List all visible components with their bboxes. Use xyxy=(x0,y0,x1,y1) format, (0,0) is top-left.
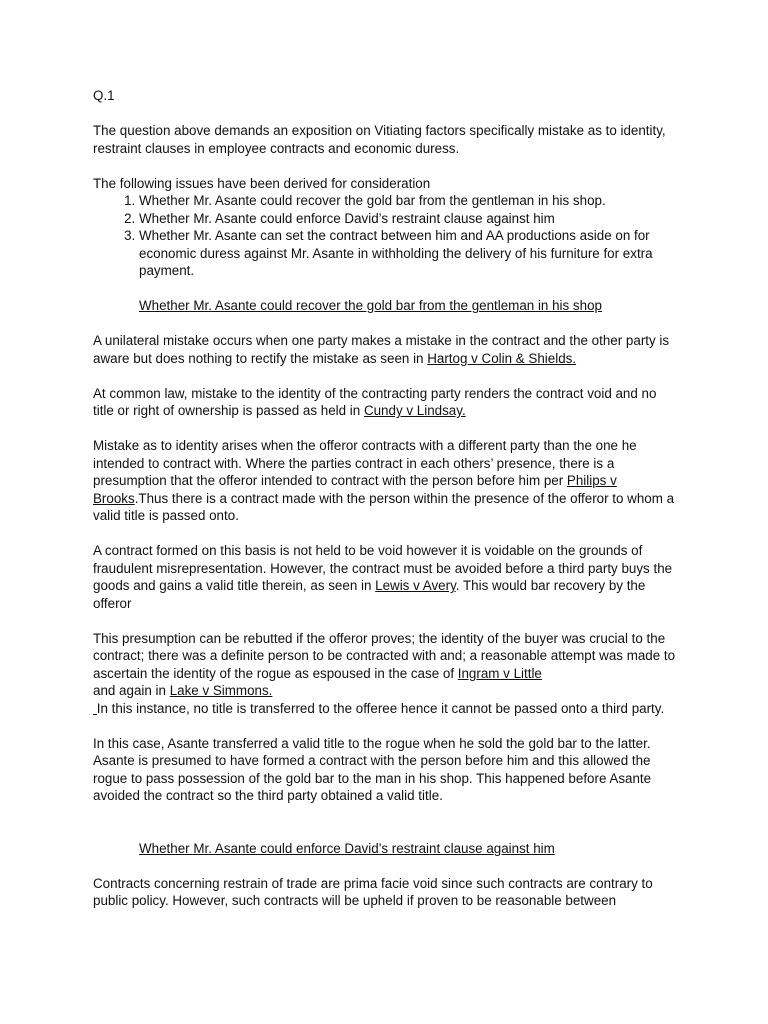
case-citation: Hartog v Colin & Shields. xyxy=(427,350,577,366)
paragraph-application: In this case, Asante transferred a valid title to the rogue when he sold the gold bar to the latter. Asante is presumed to have formed a contract with the person before him and this allowed the rogue to pass possession of the gold bar to the man in his shop. This happened before Asante avoided the contract so the third party obtained a valid title. xyxy=(93,735,652,803)
case-citation: Ingram v Little xyxy=(457,665,542,681)
section-heading-restraint: Whether Mr. Asante could enforce David’s restraint clause against him xyxy=(139,840,555,856)
issues-list xyxy=(93,192,678,280)
case-citation: Cundy v Lindsay. xyxy=(363,403,466,418)
paragraph-unilateral-mistake xyxy=(93,332,678,367)
question-label: Q.1 xyxy=(93,88,115,103)
case-citation: Philips v Brooks xyxy=(93,473,617,506)
issues-intro: The following issues have been derived for consideration xyxy=(93,175,431,191)
case-citation: Lake v Simmons. xyxy=(169,683,273,698)
intro-paragraph: The question above demands an exposition on Vitiating factors specifically mistake as to identity, restraint clauses in employee contracts and economic duress. xyxy=(93,123,666,156)
issue-item: 3. Whether Mr. Asante can set the contract between him and AA productions aside on for economic duress against Mr. Asante in withholding the delivery of his furniture for extra payment. xyxy=(139,227,678,280)
document-body xyxy=(93,87,678,927)
paragraph-text: and again in xyxy=(93,683,170,698)
paragraph-text: Mistake as to identity arises when the offeror contracts with a different party than the one he intended to contract with. Where the parties contract in each others’ presence, there is a presumption that the offeror intended to contract with the person before him per xyxy=(93,438,637,488)
paragraph-text: A unilateral mistake occurs when one party makes a mistake in the contract and the other party is aware but does nothing to rectify the mistake as seen in xyxy=(93,333,670,366)
paragraph-rebuttal xyxy=(93,630,678,718)
paragraph-text: This presumption can be rebutted if the offeror proves; the identity of the buyer was crucial to the contract; there was a definite person to be contracted with and; a reasonable attempt was made to ascertain the identity of the rogue as espoused in the case of xyxy=(93,630,676,681)
paragraph-text: In this instance, no title is transferred to the offeree hence it cannot be passed onto a third party. xyxy=(96,700,665,716)
issue-item: 2. Whether Mr. Asante could enforce David’s restraint clause against him xyxy=(139,210,678,228)
paragraph-text: At common law, mistake to the identity of the contracting party renders the contract void and no title or right of ownership is passed as held in xyxy=(93,385,657,418)
case-citation: Lewis v Avery xyxy=(375,578,456,593)
paragraph-text: A contract formed on this basis is not held to be void however it is voidable on the grounds of fraudulent misrepresentation. However, the contract must be avoided before a third party buys the goods and gains a valid title therein, as seen in xyxy=(93,543,673,593)
section-heading-gold-bar: Whether Mr. Asante could recover the gold bar from the gentleman in his shop xyxy=(139,298,602,313)
paragraph-voidable xyxy=(93,542,678,612)
paragraph-restraint: Contracts concerning restrain of trade are prima facie void since such contracts are contrary to public policy. However, such contracts will be upheld if proven to be reasonable between xyxy=(93,875,653,908)
paragraph-text: .Thus there is a contract made with the person within the presence of the offeror to whom a valid title is passed onto. xyxy=(93,490,675,523)
issue-item: 1. Whether Mr. Asante could recover the gold bar from the gentleman in his shop. xyxy=(139,192,678,210)
paragraph-common-law xyxy=(93,385,678,420)
paragraph-text: . This would bar recovery by the offeror xyxy=(93,578,646,611)
paragraph-identity xyxy=(93,437,678,525)
